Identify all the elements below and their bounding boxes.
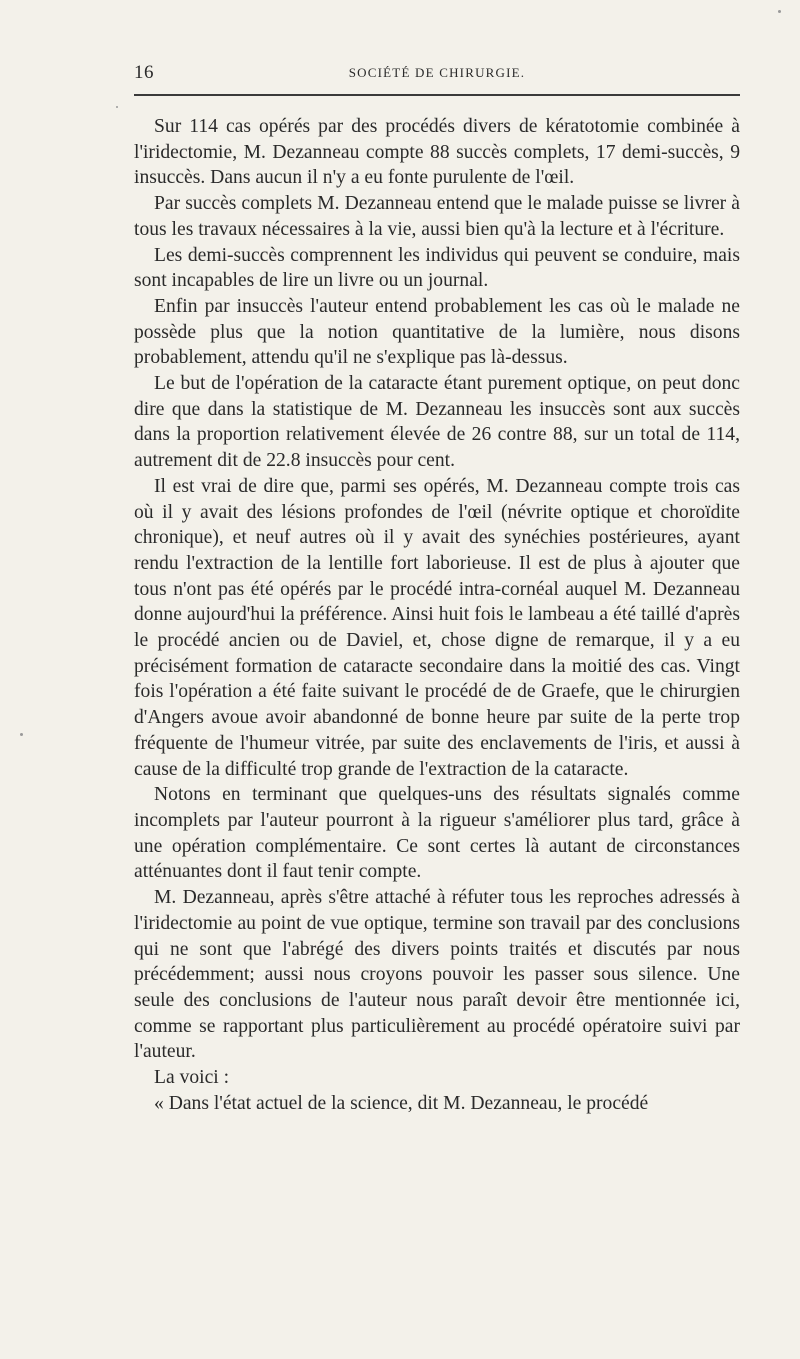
paragraph: La voici :	[154, 1067, 230, 1089]
paragraph: Il est vrai de dire que, parmi ses opérés, M. Dezanneau compte trois cas où il y avait des lésions profondes de l'œil (névrite optique et choroïdite chronique), et neuf autres où il y avait des synéchies postérieures, ayant rendu l'extraction de la lentille fort laborieuse. Il est de plus à ajouter que tous n'ont pas été opérés par le procédé intra-cornéal auquel M. Dezanneau donne aujourd'hui la préférence. Ainsi huit fois le lambeau a été taillé d'après le procédé ancien ou de Daviel, et, chose digne de remarque, il y a eu précisément formation de cataracte secondaire dans la moitié des cas. Vingt fois l'opération a été faite suivant le procédé de de Graefe, que le chirurgien d'Angers avoue avoir abandonné de bonne heure par suite de la perte trop fréquente de l'humeur vitrée, par suite des enclavements de l'iris, et aussi à cause de la difficulté trop grande de l'extraction de la cataracte.	[134, 475, 740, 780]
paragraph: Enfin par insuccès l'auteur entend probablement les cas où le malade ne possède plus que la notion quantitative de la lumière, nous disons probablement, attendu qu'il ne s'explique pas là-dessus.	[134, 295, 740, 369]
running-title: SOCIÉTÉ DE CHIRURGIE.	[348, 65, 526, 80]
paper-speck	[778, 10, 781, 13]
paper-speck	[116, 106, 118, 108]
paper-speck	[20, 733, 23, 736]
paragraph: Sur 114 cas opérés par des procédés divers de kératotomie combinée à l'iridectomie, M. Dezanneau compte 88 succès complets, 17 demi-succès, 9 insuccès. Dans aucun il n'y a eu fonte purulente de l'œil.	[134, 116, 740, 189]
paragraph: Le but de l'opération de la cataracte étant purement optique, on peut donc dire que dans la statistique de M. Dezanneau les insuccès sont aux succès dans la proportion relativement élevée de 26 contre 88, sur un total de 114, autrement dit de 22.8 insuccès pour cent.	[134, 373, 740, 472]
paragraph: Par succès complets M. Dezanneau entend que le malade puisse se livrer à tous les travaux nécessaires à la vie, aussi bien qu'à la lecture et à l'écriture.	[134, 193, 740, 240]
header-rule	[134, 94, 740, 96]
body-text	[134, 114, 740, 1116]
paragraph: M. Dezanneau, après s'être attaché à réfuter tous les reproches adressés à l'iridectomie au point de vue optique, termine son travail par des conclusions qui ne sont que l'abrégé des divers points traités et discutés par nous précédemment; aussi nous croyons pouvoir les passer sous silence. Une seule des conclusions de l'auteur nous paraît devoir être mentionnée ici, comme se rapportant plus particulièrement au procédé opératoire suivi par l'auteur.	[134, 887, 740, 1063]
paragraph: Notons en terminant que quelques-uns des résultats signalés comme incomplets par l'auteur pourront à la rigueur s'améliorer plus tard, grâce à une opération complémentaire. Ce sont certes là autant de circonstances atténuantes dont il faut tenir compte.	[134, 784, 740, 883]
paragraph: « Dans l'état actuel de la science, dit M. Dezanneau, le procédé	[154, 1092, 649, 1114]
page-number: 16	[134, 62, 154, 83]
running-head	[134, 58, 740, 88]
paragraph: Les demi-succès comprennent les individus qui peuvent se conduire, mais sont incapables de lire un livre ou un journal.	[134, 244, 740, 292]
